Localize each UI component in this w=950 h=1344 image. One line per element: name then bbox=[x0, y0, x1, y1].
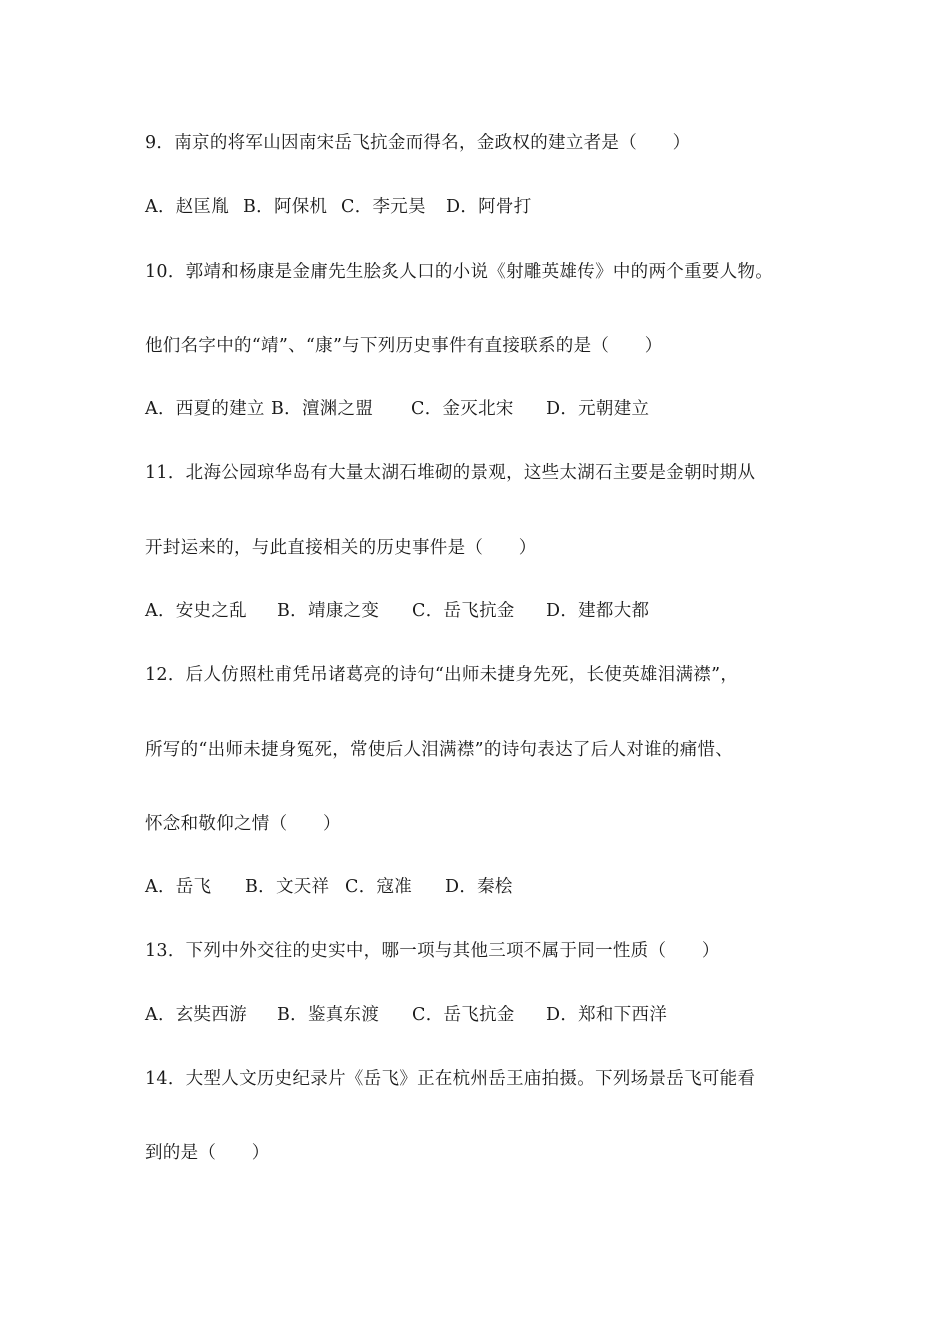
question-9-text: 9．南京的将军山因南宋岳飞抗金而得名，金政权的建立者是（ ） bbox=[145, 133, 691, 153]
question-13-text: 13．下列中外交往的史实中，哪一项与其他三项不属于同一性质（ ） bbox=[145, 941, 720, 961]
option-a: A．安史之乱 bbox=[145, 601, 247, 621]
option-d: D．阿骨打 bbox=[446, 197, 532, 217]
option-d: D．郑和下西洋 bbox=[546, 1005, 668, 1025]
option-d: D．秦桧 bbox=[445, 877, 513, 897]
question-10-options bbox=[145, 397, 649, 421]
option-c: C．岳飞抗金 bbox=[412, 1005, 515, 1025]
question-12-text-line-2: 所写的“出师未捷身冤死，常使后人泪满襟”的诗句表达了后人对谁的痛惜、 bbox=[145, 740, 734, 760]
question-12-text-line-3: 怀念和敬仰之情（ ） bbox=[145, 814, 341, 834]
question-12-text-line-1: 12．后人仿照杜甫凭吊诸葛亮的诗句“出师未捷身先死，长使英雄泪满襟”， bbox=[145, 665, 739, 685]
question-11-options bbox=[145, 599, 649, 623]
option-b: B．靖康之变 bbox=[277, 601, 380, 621]
option-c: C．金灭北宋 bbox=[411, 399, 514, 419]
question-10-text-line-1: 10．郭靖和杨康是金庸先生脍炙人口的小说《射雕英雄传》中的两个重要人物。 bbox=[145, 262, 774, 282]
option-a: A．西夏的建立 bbox=[145, 399, 265, 419]
option-a: A．岳飞 bbox=[145, 877, 212, 897]
option-c: C．李元昊 bbox=[341, 197, 426, 217]
question-14-text-line-2: 到的是（ ） bbox=[145, 1143, 270, 1163]
option-d: D．元朝建立 bbox=[546, 399, 650, 419]
question-9-options bbox=[145, 195, 532, 219]
option-c: C．岳飞抗金 bbox=[412, 601, 515, 621]
option-c: C．寇准 bbox=[345, 877, 413, 897]
question-11-text-line-2: 开封运来的，与此直接相关的历史事件是（ ） bbox=[145, 538, 537, 558]
question-10-text-line-2: 他们名字中的“靖”、“康”与下列历史事件有直接联系的是（ ） bbox=[145, 336, 663, 356]
question-13-options bbox=[145, 1003, 667, 1027]
question-14-text-line-1: 14．大型人文历史纪录片《岳飞》正在杭州岳王庙拍摄。下列场景岳飞可能看 bbox=[145, 1069, 756, 1089]
option-b: B．文天祥 bbox=[245, 877, 330, 897]
option-b: B．阿保机 bbox=[243, 197, 328, 217]
option-a: A．赵匡胤 bbox=[145, 197, 230, 217]
option-b: B．鉴真东渡 bbox=[277, 1005, 380, 1025]
option-b: B．澶渊之盟 bbox=[271, 399, 374, 419]
question-11-text-line-1: 11．北海公园琼华岛有大量太湖石堆砌的景观，这些太湖石主要是金朝时期从 bbox=[145, 463, 756, 483]
option-a: A．玄奘西游 bbox=[145, 1005, 247, 1025]
option-d: D．建都大都 bbox=[546, 601, 650, 621]
question-12-options bbox=[145, 875, 513, 899]
